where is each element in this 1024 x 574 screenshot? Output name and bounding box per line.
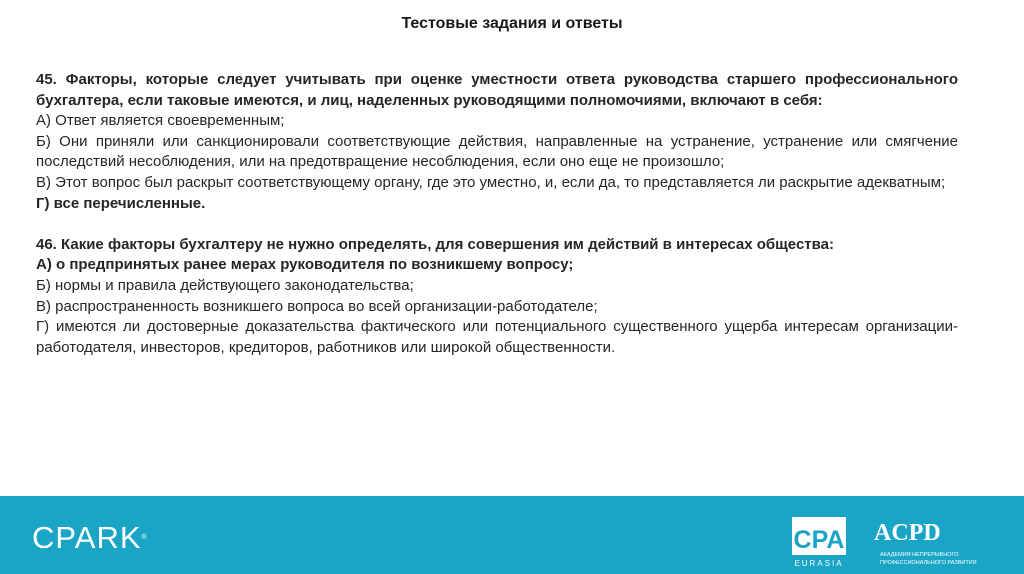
q45-option-d: Г) все перечисленные. <box>36 194 206 212</box>
cpark-logo <box>32 520 148 555</box>
question-45: 45. Факторы, которые следует учитывать при оценке уместности ответа руководства старшего профессионального бухгалтера, если таковые имеются, и лиц, наделенных руководящими полномочиями, включают в себя: <box>36 71 958 109</box>
q46-option-a: А) о предпринятых ранее мерах руководителя по возникшему вопросу; <box>36 256 574 274</box>
footer-band <box>0 496 1024 574</box>
q46-option-c: В) распространенность возникшего вопроса во всей организации-работодателе; <box>36 297 598 315</box>
q46-option-b: Б) нормы и правила действующего законодательства; <box>36 276 414 294</box>
q46-option-d: Г) имеются ли достоверные доказательства фактического или потенциального существенного ущерба интересам организации-работодателя, инвесторов, кредиторов, работников или широкой общественности. <box>36 318 958 356</box>
acpd-logo <box>872 518 996 570</box>
spacer <box>36 214 958 235</box>
cpa-logo-text: CPA <box>793 526 845 554</box>
question-46: 46. Какие факторы бухгалтеру не нужно определять, для совершения им действий в интересах общества: <box>36 235 834 253</box>
questions-body <box>36 70 958 358</box>
q45-option-a: А) Ответ является своевременным; <box>36 112 285 130</box>
cpa-eurasia-logo <box>789 515 853 570</box>
acpd-logo-text: ACPD <box>874 520 941 546</box>
q45-option-c: В) Этот вопрос был раскрыт соответствующему органу, где это уместно, и, если да, то представляется ли раскрытие адекватным; <box>36 173 946 191</box>
q45-option-b: Б) Они приняли или санкционировали соответствующие действия, направленные на устранение, устранение или смягчение последствий несоблюдения, или на предотвращение несоблюдения, если оно еще не произошло; <box>36 132 958 171</box>
cpark-registered-mark: ® <box>141 534 148 541</box>
cpa-logo-subtext: EURASIA <box>794 559 844 568</box>
cpark-logo-text: CPARK <box>32 520 142 555</box>
acpd-logo-sub2: ПРОФЕССИОНАЛЬНОГО РАЗВИТИЯ <box>880 560 977 566</box>
page-title: Тестовые задания и ответы <box>401 15 623 32</box>
acpd-logo-sub1: АКАДЕМИЯ НЕПРЕРЫВНОГО <box>880 552 959 558</box>
